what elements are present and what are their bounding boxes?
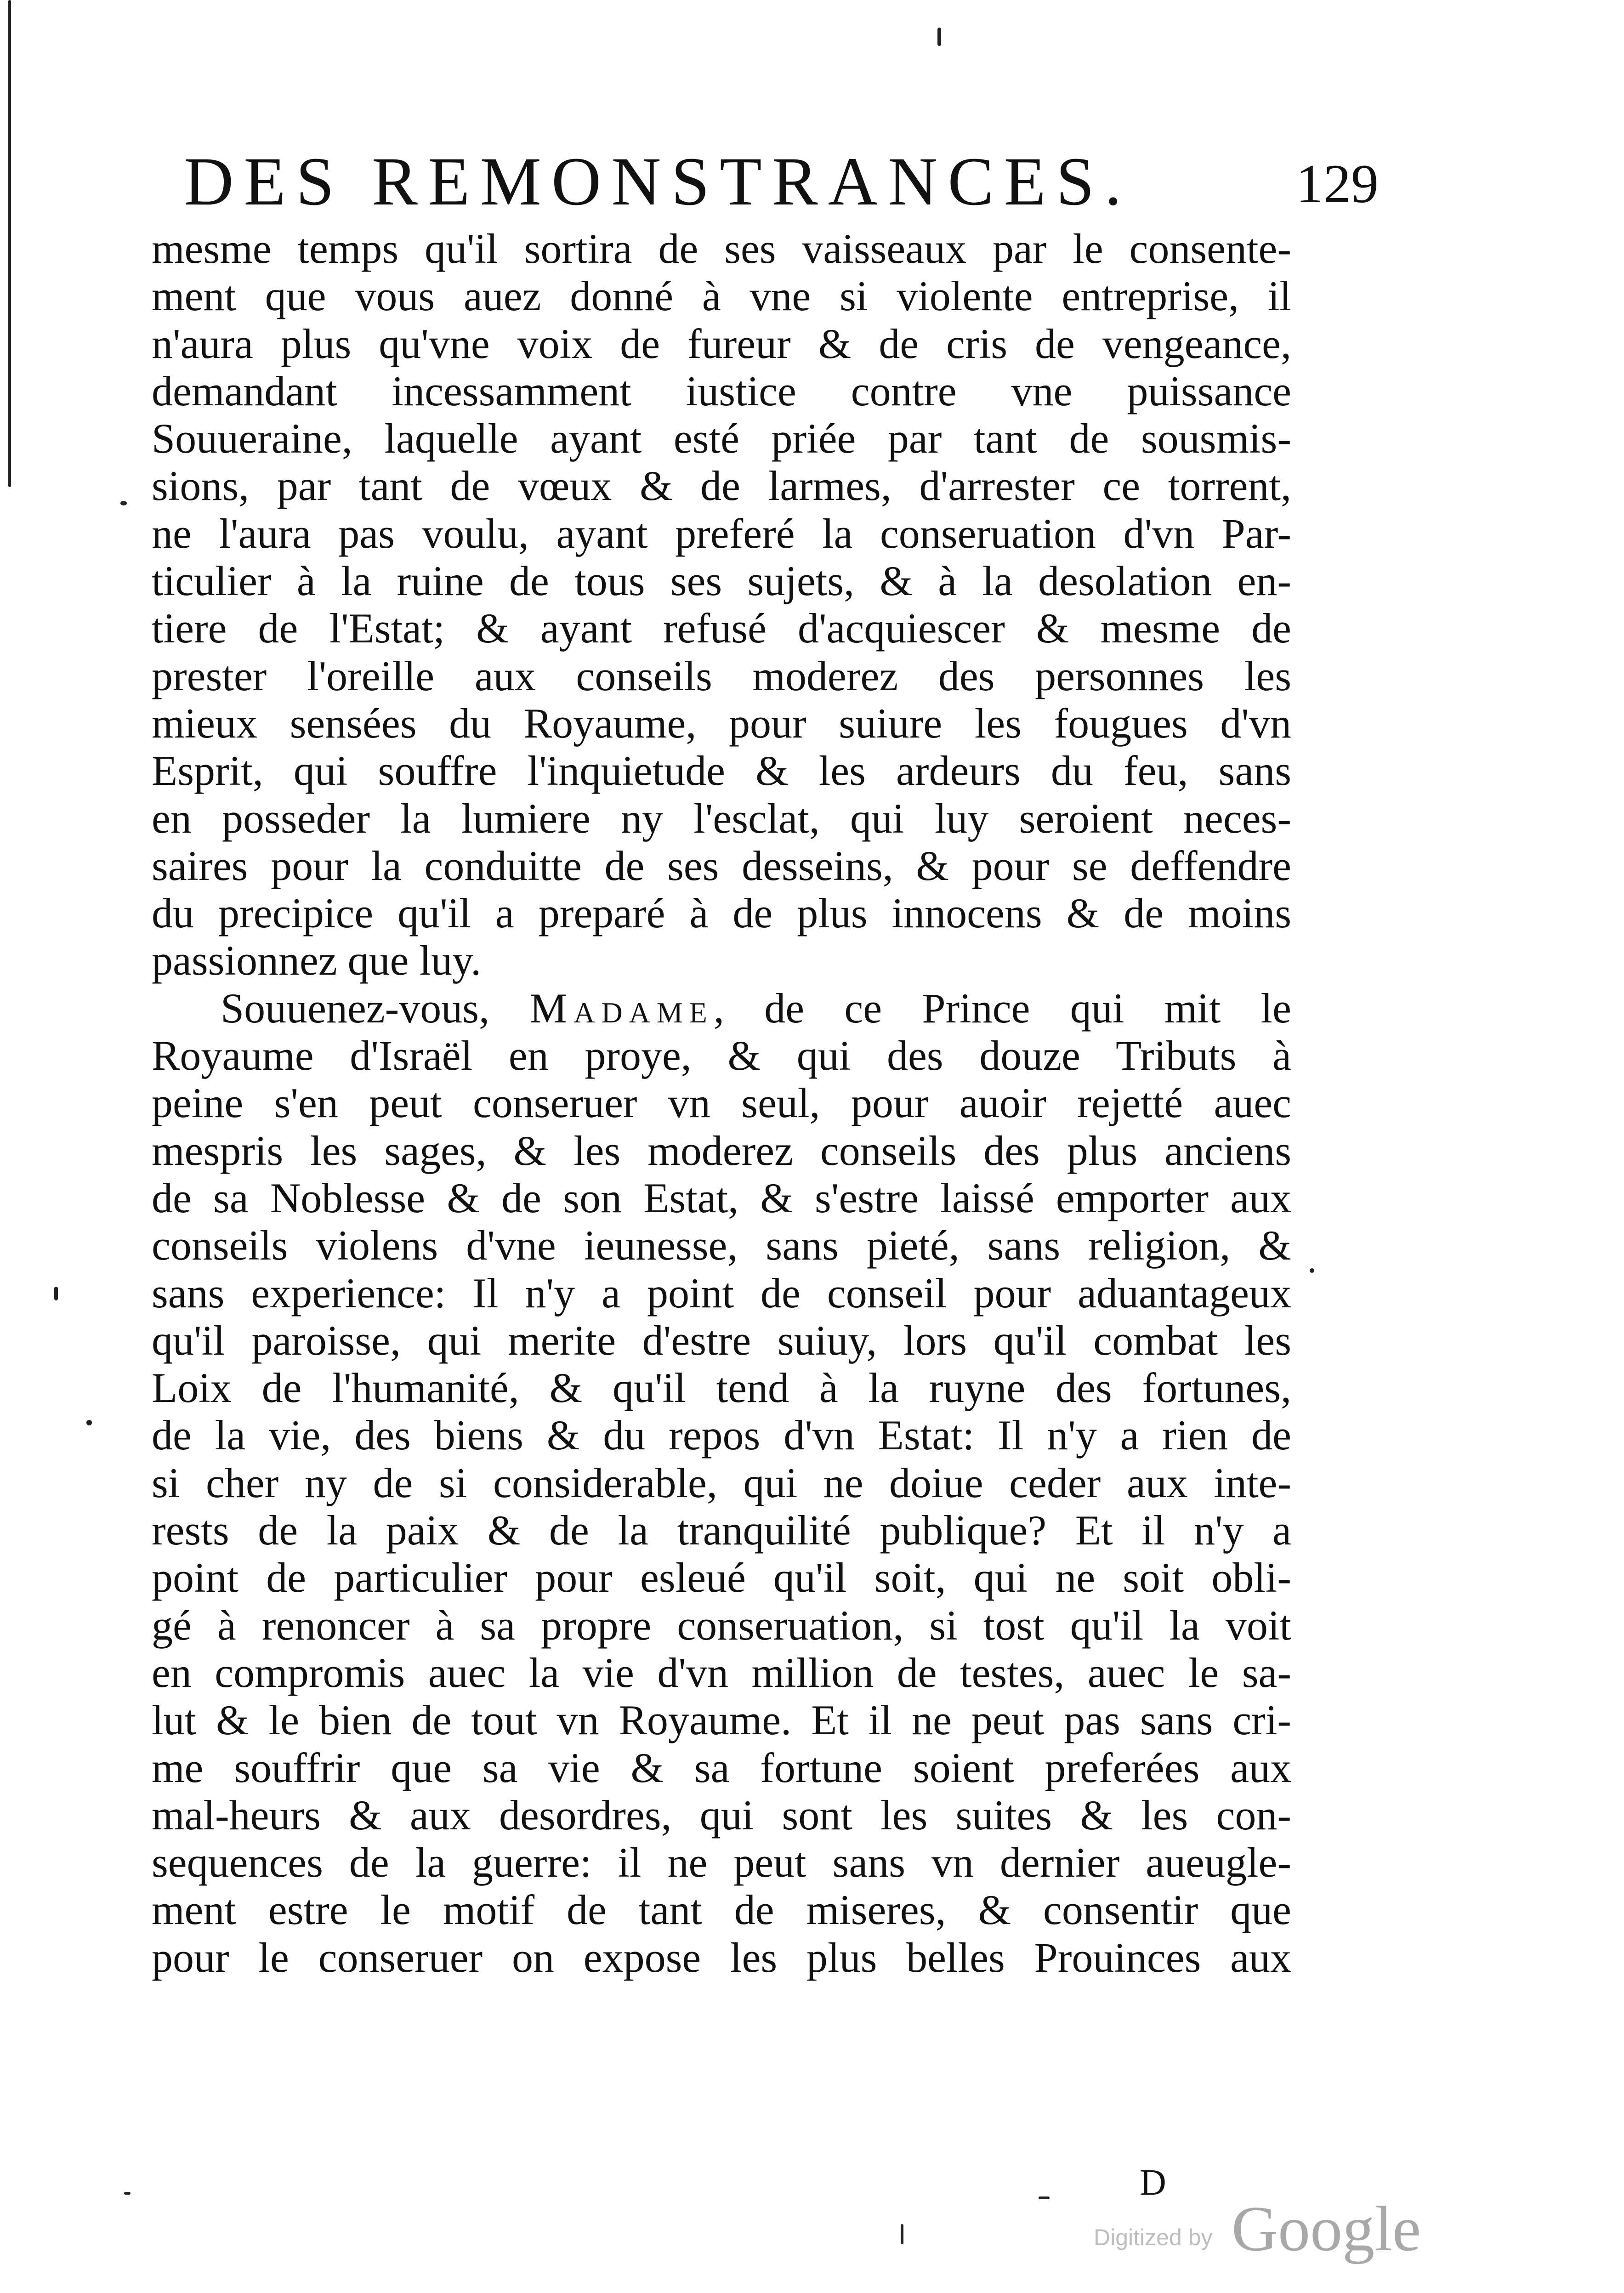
text-line: du precipice qu'il a preparé à de plus innocens & de moins — [152, 890, 1291, 937]
text-line: de la vie, des biens & du repos d'vn Estat: Il n'y a rien de — [152, 1412, 1291, 1459]
text-line: Souueraine, laquelle ayant esté priée par tant de sousmis- — [152, 415, 1291, 462]
ink-speck — [1039, 2197, 1050, 2199]
body-text — [152, 225, 1291, 1981]
text-line: de sa Noblesse & de son Estat, & s'estre laissé emporter aux — [152, 1174, 1291, 1221]
text-line: sans experience: Il n'y a point de conseil pour aduantageux — [152, 1269, 1291, 1317]
text-line: en posseder la lumiere ny l'esclat, qui luy seroient neces- — [152, 795, 1291, 842]
text-line: sequences de la guerre: il ne peut sans vn dernier aueugle- — [152, 1839, 1291, 1886]
text-line: n'aura plus qu'vne voix de fureur & de cris de vengeance, — [152, 320, 1291, 367]
paragraph-opening-line — [152, 985, 1291, 1032]
paragraph-first-rest: , de ce Prince qui mit le — [713, 984, 1292, 1032]
text-line: point de particulier pour esleué qu'il soit, qui ne soit obli- — [152, 1554, 1291, 1601]
ink-speck — [86, 1420, 92, 1425]
paragraph-lead: Souuenez-vous, — [221, 984, 490, 1032]
text-line: ticulier à la ruine de tous ses sujets, & à la desolation en- — [152, 557, 1291, 605]
text-line: Royaume d'Israël en proye, & qui des douze Tributs à — [152, 1032, 1291, 1079]
text-line: Loix de l'humanité, & qu'il tend à la ruyne des fortunes, — [152, 1364, 1291, 1412]
ink-speck — [124, 2192, 131, 2195]
text-line: mal-heurs & aux desordres, qui sont les suites & les con- — [152, 1791, 1291, 1839]
text-line: mespris les sages, & les moderez conseils des plus anciens — [152, 1127, 1291, 1174]
text-line: peine s'en peut conseruer vn seul, pour auoir rejetté auec — [152, 1079, 1291, 1127]
watermark-prefix: Digitized by — [1094, 2225, 1213, 2250]
text-line: demandant incessamment iustice contre vne puissance — [152, 367, 1291, 414]
page-number: 129 — [1296, 153, 1379, 214]
text-line: si cher ny de si considerable, qui ne doiue ceder aux inte- — [152, 1459, 1291, 1506]
ink-speck — [901, 2224, 903, 2244]
text-line: ne l'aura pas voulu, ayant preferé la conseruation d'vn Par- — [152, 510, 1291, 557]
text-line: gé à renoncer à sa propre conseruation, si tost qu'il la voit — [152, 1601, 1291, 1649]
scan-border-shadow — [8, 0, 11, 487]
signature-mark: D — [1140, 2162, 1166, 2203]
text-line: ment estre le motif de tant de miseres, & consentir que — [152, 1886, 1291, 1934]
text-line: tiere de l'Estat; & ayant refusé d'acquiescer & mesme de — [152, 605, 1291, 652]
ink-speck — [120, 501, 127, 505]
ink-speck — [54, 1287, 58, 1300]
running-title: DES REMONSTRANCES. — [184, 143, 1132, 220]
text-line: pour le conseruer on expose les plus belles Prouinces aux — [152, 1934, 1291, 1981]
digitized-watermark — [1094, 2192, 1452, 2265]
text-line: saires pour la conduitte de ses desseins, & pour se deffendre — [152, 842, 1291, 889]
text-line: ment que vous auez donné à vne si violente entreprise, il — [152, 272, 1291, 320]
small-caps-address: Madame — [529, 984, 714, 1032]
text-line: mesme temps qu'il sortira de ses vaisseaux par le consente- — [152, 225, 1291, 272]
text-line: qu'il paroisse, qui merite d'estre suiuy, lors qu'il combat les — [152, 1317, 1291, 1364]
text-line: conseils violens d'vne ieunesse, sans pieté, sans religion, & — [152, 1222, 1291, 1269]
text-line: me souffrir que sa vie & sa fortune soient preferées aux — [152, 1744, 1291, 1791]
ink-speck — [937, 28, 941, 46]
text-line: lut & le bien de tout vn Royaume. Et il ne peut pas sans cri- — [152, 1697, 1291, 1744]
google-logo: Google — [1232, 2193, 1421, 2265]
text-line: en compromis auec la vie d'vn million de testes, auec le sa- — [152, 1649, 1291, 1696]
text-line: passionnez que luy. — [152, 937, 482, 984]
running-head — [184, 142, 1379, 221]
text-line: sions, par tant de vœux & de larmes, d'arrester ce torrent, — [152, 462, 1291, 510]
text-line: rests de la paix & de la tranquilité publique? Et il n'y a — [152, 1507, 1291, 1554]
ink-speck — [1310, 1268, 1314, 1273]
text-line: Esprit, qui souffre l'inquietude & les ardeurs du feu, sans — [152, 747, 1291, 795]
text-line: prester l'oreille aux conseils moderez des personnes les — [152, 652, 1291, 699]
text-line: mieux sensées du Royaume, pour suiure les fougues d'vn — [152, 699, 1291, 747]
